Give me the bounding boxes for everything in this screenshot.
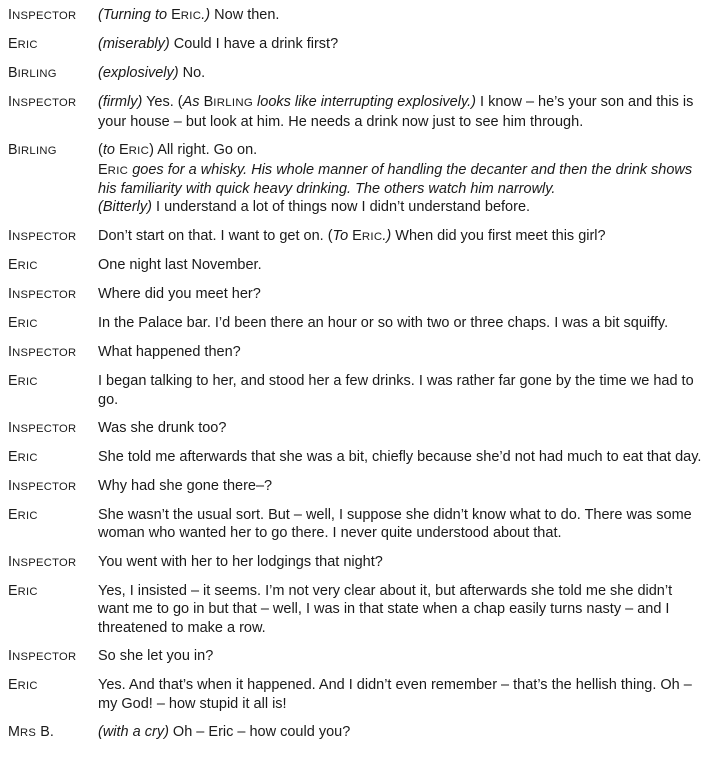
dialogue-text: Was she drunk too? [98, 420, 227, 437]
stage-direction: As [182, 94, 204, 111]
speech-row [8, 285, 702, 304]
speech-text [98, 6, 702, 25]
speech-row [8, 227, 702, 246]
dialogue-text: Where did you meet her? [98, 286, 261, 303]
speech-text [98, 35, 702, 53]
dialogue-text: Oh – Eric – how could you? [168, 723, 351, 740]
speaker-label: INSPECTOR [8, 478, 77, 495]
speech-row [8, 448, 702, 467]
speaker-label: ERIC [8, 677, 38, 694]
speech-row [8, 6, 702, 25]
dialogue-text: So she let you in? [98, 648, 214, 665]
dialogue-text: I began talking to her, and stood her a few drinks. I was rather far gone by the time we had to go. [98, 373, 694, 408]
speech-line [98, 448, 702, 466]
dialogue-text: No. [178, 65, 206, 82]
speech-line [98, 35, 702, 53]
speaker-label: INSPECTOR [8, 94, 77, 111]
stage-direction: (explosively) [98, 65, 179, 82]
dialogue-text: What happened then? [98, 344, 241, 361]
speaker-label: ERIC [8, 36, 38, 53]
dialogue-text: I know – he’s your son and this is your house – but look at him. He needs a drink now just to see him through. [98, 94, 694, 130]
speech-text [98, 256, 702, 274]
speech-line [98, 553, 702, 571]
character-name-inline: ERIC [98, 161, 129, 178]
speech-text [98, 343, 702, 361]
dialogue-text: When did you first meet this girl? [391, 227, 606, 244]
speaker-label: INSPECTOR [8, 648, 77, 665]
speaker-label: INSPECTOR [8, 420, 77, 437]
speaker-label: INSPECTOR [8, 344, 77, 361]
dialogue-text: I understand a lot of things now I didn’t understand before. [151, 199, 531, 216]
speech-row [8, 35, 702, 54]
speech-row [8, 723, 702, 742]
speech-line [98, 372, 702, 409]
speech-row [8, 477, 702, 496]
speech-text [98, 448, 702, 466]
speech-row [8, 93, 702, 131]
speech-row [8, 553, 702, 572]
speech-line [98, 198, 702, 216]
dialogue-text: She told me afterwards that she was a bit, chiefly because she’d not had much to eat that day. [98, 449, 702, 466]
speech-line [98, 506, 702, 543]
speech-text [98, 723, 702, 741]
speech-row [8, 506, 702, 543]
speech-row [8, 256, 702, 275]
speech-row [8, 676, 702, 713]
speech-text [98, 419, 702, 437]
speaker-label: ERIC [8, 373, 38, 390]
stage-direction: to [102, 142, 119, 159]
speech-row [8, 419, 702, 438]
speech-text [98, 141, 702, 217]
dialogue-text: Yes. ( [142, 94, 183, 111]
speech-text [98, 676, 702, 713]
speech-row [8, 141, 702, 217]
speaker-label: INSPECTOR [8, 286, 77, 303]
speech-row [8, 582, 702, 637]
speech-text [98, 647, 702, 665]
speaker-label: ERIC [8, 315, 38, 332]
speech-row [8, 343, 702, 362]
speaker-label: BIRLING [8, 142, 57, 159]
speech-line [98, 227, 702, 246]
speech-text [98, 314, 702, 332]
speech-line [98, 419, 702, 437]
speaker-label: ERIC [8, 257, 38, 274]
speaker-label: ERIC [8, 507, 38, 524]
speech-line [98, 256, 702, 274]
speech-line [98, 676, 702, 713]
stage-direction: .) [382, 227, 392, 244]
speaker-label: ERIC [8, 582, 38, 599]
speech-line [98, 343, 702, 361]
speech-text [98, 477, 702, 495]
character-name-inline: BIRLING [203, 94, 254, 111]
speech-text [98, 372, 702, 409]
speech-row [8, 647, 702, 666]
dialogue-text: Why had she gone there–? [98, 478, 273, 495]
stage-direction: goes for a whisky. His whole manner of handling the decanter and then the drink shows his familiarity with quick heavy drinking. The others watch him narrowly. [98, 161, 693, 198]
character-name-inline: ERIC [118, 142, 150, 159]
speech-line [98, 285, 702, 303]
speaker-label: INSPECTOR [8, 227, 77, 244]
speech-line [98, 6, 702, 25]
stage-direction: (miserably) [98, 36, 170, 53]
dialogue-text: Now then. [210, 7, 280, 23]
speech-text [98, 506, 702, 543]
stage-direction: (Bitterly) [98, 199, 152, 216]
speech-line [98, 477, 702, 495]
speaker-label: INSPECTOR [8, 7, 77, 23]
stage-direction: (Turning to [98, 7, 172, 23]
speech-text [98, 285, 702, 303]
stage-direction: (firmly) [98, 94, 143, 111]
dialogue-text: In the Palace bar. I’d been there an hour or so with two or three chaps. I was a bit squiffy. [98, 315, 669, 332]
dialogue-text: One night last November. [98, 257, 262, 274]
character-name-inline: ERIC [352, 227, 383, 244]
dialogue-text: Don’t start on that. I want to get on. ( [98, 227, 333, 244]
stage-direction: .) [201, 7, 211, 23]
speaker-label: ERIC [8, 449, 38, 466]
stage-direction: (with a cry) [98, 723, 169, 740]
speech-text [98, 64, 702, 82]
dialogue-text: Yes, I insisted – it seems. I’m not very clear about it, but afterwards she told me she didn’t want me to go in but that – well, I was in that state when a chap easily turns nasty – and I threatened to make a row. [98, 582, 673, 636]
dialogue-text: ( [98, 142, 103, 159]
character-name-inline: ERIC [171, 7, 202, 23]
dialogue-text: Could I have a drink first? [169, 36, 339, 53]
speech-row [8, 372, 702, 409]
dialogue-text: You went with her to her lodgings that night? [98, 553, 383, 570]
speech-line [98, 582, 702, 637]
speech-text [98, 553, 702, 571]
speech-line [98, 723, 702, 741]
speech-line [98, 647, 702, 665]
speech-line [98, 314, 702, 332]
stage-direction: looks like interrupting explosively.) [253, 94, 476, 111]
speech-text [98, 93, 702, 131]
speech-line [98, 93, 702, 131]
speaker-label: MRS B. [8, 723, 54, 740]
speech-row [8, 64, 702, 83]
stage-direction: To [332, 227, 353, 244]
speech-line [98, 64, 702, 82]
dialogue-text: Yes. And that’s when it happened. And I didn’t even remember – that’s the hellish thing. Oh – my God! – how stupid it all is! [98, 677, 692, 712]
speaker-label: BIRLING [8, 65, 57, 82]
speech-line [98, 161, 702, 199]
dialogue-text: She wasn’t the usual sort. But – well, I suppose she didn’t know what to do. There was some woman who wanted her to go there. I never quite understood about that. [98, 507, 692, 542]
speech-text [98, 582, 702, 637]
speech-row [8, 314, 702, 333]
speech-text [98, 227, 702, 246]
speech-line [98, 141, 702, 160]
dialogue-text: ) All right. Go on. [149, 142, 258, 159]
speaker-label: INSPECTOR [8, 553, 77, 570]
